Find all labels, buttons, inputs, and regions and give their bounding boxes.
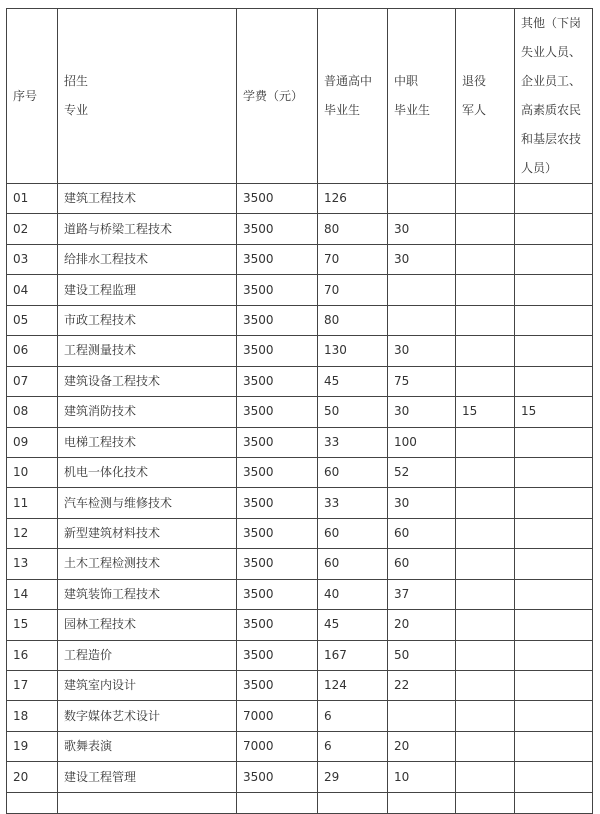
cell-highschool: 33 — [318, 488, 388, 518]
cell-index: 11 — [7, 488, 58, 518]
cell-index: 03 — [7, 244, 58, 274]
cell-tuition: 3500 — [237, 488, 318, 518]
cell-veteran — [456, 336, 515, 366]
table-row — [7, 366, 593, 396]
cell-major: 歌舞表演 — [58, 731, 237, 761]
cell-other — [515, 488, 593, 518]
cell-other — [515, 610, 593, 640]
cell-veteran — [456, 244, 515, 274]
header-major-line1: 招生 — [64, 74, 89, 88]
cell-tuition: 3500 — [237, 671, 318, 701]
cell-tuition: 3500 — [237, 518, 318, 548]
cell-major: 机电一体化技术 — [58, 457, 237, 487]
cell-tuition: 3500 — [237, 549, 318, 579]
cell-vocational: 10 — [388, 762, 456, 792]
cell-highschool: 45 — [318, 366, 388, 396]
table-row — [7, 640, 593, 670]
table-row — [7, 457, 593, 487]
header-veteran — [456, 9, 515, 184]
cell-index — [7, 792, 58, 813]
cell-major: 建设工程管理 — [58, 762, 237, 792]
cell-other — [515, 731, 593, 761]
cell-tuition: 7000 — [237, 701, 318, 731]
table-row — [7, 488, 593, 518]
cell-highschool: 80 — [318, 305, 388, 335]
table-row — [7, 518, 593, 548]
cell-highschool: 45 — [318, 610, 388, 640]
cell-other — [515, 518, 593, 548]
cell-index: 17 — [7, 671, 58, 701]
header-major — [58, 9, 237, 184]
cell-veteran — [456, 762, 515, 792]
cell-tuition: 3500 — [237, 244, 318, 274]
table-row — [7, 549, 593, 579]
cell-major: 建筑装饰工程技术 — [58, 579, 237, 609]
cell-vocational: 100 — [388, 427, 456, 457]
cell-major — [58, 792, 237, 813]
header-other-line: 企业员工、 — [521, 74, 582, 88]
header-highschool-line1: 普通高中 — [324, 74, 373, 88]
header-veteran-line1: 退役 — [462, 74, 487, 88]
cell-vocational: 60 — [388, 518, 456, 548]
cell-vocational — [388, 305, 456, 335]
enrollment-table — [6, 8, 593, 814]
cell-veteran — [456, 275, 515, 305]
cell-highschool: 130 — [318, 336, 388, 366]
cell-other — [515, 701, 593, 731]
cell-index: 16 — [7, 640, 58, 670]
cell-other — [515, 792, 593, 813]
cell-vocational — [388, 184, 456, 214]
cell-veteran — [456, 214, 515, 244]
table-row — [7, 336, 593, 366]
cell-tuition — [237, 792, 318, 813]
header-other-line: 失业人员、 — [521, 45, 582, 59]
cell-vocational: 30 — [388, 214, 456, 244]
table-row — [7, 244, 593, 274]
cell-veteran — [456, 579, 515, 609]
cell-highschool: 167 — [318, 640, 388, 670]
cell-other — [515, 427, 593, 457]
cell-tuition: 3500 — [237, 397, 318, 427]
cell-major: 市政工程技术 — [58, 305, 237, 335]
cell-tuition: 3500 — [237, 336, 318, 366]
cell-other — [515, 640, 593, 670]
header-highschool — [318, 9, 388, 184]
header-other-line: 人员） — [521, 161, 558, 175]
table-row — [7, 579, 593, 609]
header-other — [515, 9, 593, 184]
cell-other — [515, 579, 593, 609]
cell-vocational: 30 — [388, 488, 456, 518]
cell-veteran — [456, 366, 515, 396]
cell-highschool: 70 — [318, 275, 388, 305]
cell-other — [515, 457, 593, 487]
cell-index: 18 — [7, 701, 58, 731]
cell-major: 建筑工程技术 — [58, 184, 237, 214]
cell-vocational: 37 — [388, 579, 456, 609]
cell-vocational — [388, 701, 456, 731]
cell-vocational: 52 — [388, 457, 456, 487]
cell-veteran — [456, 792, 515, 813]
cell-vocational: 60 — [388, 549, 456, 579]
cell-other — [515, 762, 593, 792]
cell-other — [515, 275, 593, 305]
cell-highschool: 80 — [318, 214, 388, 244]
cell-other — [515, 336, 593, 366]
cell-vocational: 20 — [388, 610, 456, 640]
header-index: 序号 — [7, 9, 58, 184]
header-highschool-line2: 毕业生 — [324, 103, 361, 117]
cell-veteran — [456, 427, 515, 457]
cell-index: 08 — [7, 397, 58, 427]
header-vocational — [388, 9, 456, 184]
cell-tuition: 3500 — [237, 610, 318, 640]
table-row — [7, 275, 593, 305]
header-major-line2: 专业 — [64, 103, 89, 117]
cell-index: 20 — [7, 762, 58, 792]
cell-tuition: 3500 — [237, 427, 318, 457]
cell-tuition: 3500 — [237, 640, 318, 670]
header-vocational-line2: 毕业生 — [394, 103, 431, 117]
cell-major: 建筑设备工程技术 — [58, 366, 237, 396]
header-veteran-line2: 军人 — [462, 103, 487, 117]
cell-major: 建筑消防技术 — [58, 397, 237, 427]
cell-tuition: 3500 — [237, 457, 318, 487]
cell-highschool — [318, 792, 388, 813]
cell-highschool: 60 — [318, 518, 388, 548]
cell-highschool: 6 — [318, 701, 388, 731]
cell-highschool: 124 — [318, 671, 388, 701]
cell-major: 建筑室内设计 — [58, 671, 237, 701]
cell-major: 园林工程技术 — [58, 610, 237, 640]
cell-vocational: 30 — [388, 336, 456, 366]
cell-vocational: 22 — [388, 671, 456, 701]
cell-major: 建设工程监理 — [58, 275, 237, 305]
cell-veteran: 15 — [456, 397, 515, 427]
cell-other — [515, 214, 593, 244]
cell-vocational: 20 — [388, 731, 456, 761]
cell-major: 给排水工程技术 — [58, 244, 237, 274]
cell-highschool: 33 — [318, 427, 388, 457]
cell-tuition: 3500 — [237, 579, 318, 609]
header-row — [7, 9, 593, 184]
cell-veteran — [456, 549, 515, 579]
cell-index: 13 — [7, 549, 58, 579]
header-other-line: 其他（下岗 — [521, 16, 582, 30]
cell-highschool: 40 — [318, 579, 388, 609]
header-other-line: 和基层农技 — [521, 132, 582, 146]
cell-tuition: 3500 — [237, 275, 318, 305]
cell-index: 02 — [7, 214, 58, 244]
cell-tuition: 3500 — [237, 305, 318, 335]
cell-veteran — [456, 305, 515, 335]
cell-major: 工程测量技术 — [58, 336, 237, 366]
cell-index: 14 — [7, 579, 58, 609]
cell-veteran — [456, 701, 515, 731]
cell-tuition: 3500 — [237, 184, 318, 214]
cell-vocational — [388, 275, 456, 305]
cell-index: 19 — [7, 731, 58, 761]
table-row — [7, 305, 593, 335]
cell-major: 土木工程检测技术 — [58, 549, 237, 579]
cell-other — [515, 305, 593, 335]
cell-other — [515, 184, 593, 214]
cell-highschool: 60 — [318, 457, 388, 487]
cell-other — [515, 244, 593, 274]
table-row — [7, 701, 593, 731]
cell-veteran — [456, 518, 515, 548]
cell-vocational: 50 — [388, 640, 456, 670]
cell-index: 05 — [7, 305, 58, 335]
table-row — [7, 731, 593, 761]
cell-veteran — [456, 488, 515, 518]
cell-highschool: 126 — [318, 184, 388, 214]
cell-tuition: 3500 — [237, 366, 318, 396]
cell-veteran — [456, 457, 515, 487]
cell-index: 10 — [7, 457, 58, 487]
cell-major: 道路与桥梁工程技术 — [58, 214, 237, 244]
cell-index: 09 — [7, 427, 58, 457]
cell-veteran — [456, 640, 515, 670]
cell-index: 06 — [7, 336, 58, 366]
table-row — [7, 762, 593, 792]
cell-other: 15 — [515, 397, 593, 427]
cell-major: 汽车检测与维修技术 — [58, 488, 237, 518]
cell-index: 12 — [7, 518, 58, 548]
cell-major: 数字媒体艺术设计 — [58, 701, 237, 731]
cell-highschool: 50 — [318, 397, 388, 427]
cell-veteran — [456, 731, 515, 761]
cell-highschool: 70 — [318, 244, 388, 274]
cell-index: 07 — [7, 366, 58, 396]
cell-other — [515, 671, 593, 701]
table-row — [7, 214, 593, 244]
cell-veteran — [456, 610, 515, 640]
header-vocational-line1: 中职 — [394, 74, 419, 88]
cell-major: 工程造价 — [58, 640, 237, 670]
cell-tuition: 3500 — [237, 214, 318, 244]
cell-vocational: 30 — [388, 397, 456, 427]
table-row — [7, 427, 593, 457]
header-other-line: 高素质农民 — [521, 103, 582, 117]
cell-highschool: 29 — [318, 762, 388, 792]
cell-index: 04 — [7, 275, 58, 305]
table-row — [7, 397, 593, 427]
cell-vocational — [388, 792, 456, 813]
table-row-partial — [7, 792, 593, 813]
cell-highschool: 6 — [318, 731, 388, 761]
cell-major: 电梯工程技术 — [58, 427, 237, 457]
cell-other — [515, 366, 593, 396]
cell-index: 15 — [7, 610, 58, 640]
header-tuition: 学费（元） — [237, 9, 318, 184]
cell-tuition: 7000 — [237, 731, 318, 761]
cell-tuition: 3500 — [237, 762, 318, 792]
table-row — [7, 184, 593, 214]
cell-vocational: 30 — [388, 244, 456, 274]
cell-veteran — [456, 671, 515, 701]
cell-other — [515, 549, 593, 579]
cell-index: 01 — [7, 184, 58, 214]
cell-highschool: 60 — [318, 549, 388, 579]
cell-major: 新型建筑材料技术 — [58, 518, 237, 548]
table-row — [7, 671, 593, 701]
cell-veteran — [456, 184, 515, 214]
table-row — [7, 610, 593, 640]
cell-vocational: 75 — [388, 366, 456, 396]
